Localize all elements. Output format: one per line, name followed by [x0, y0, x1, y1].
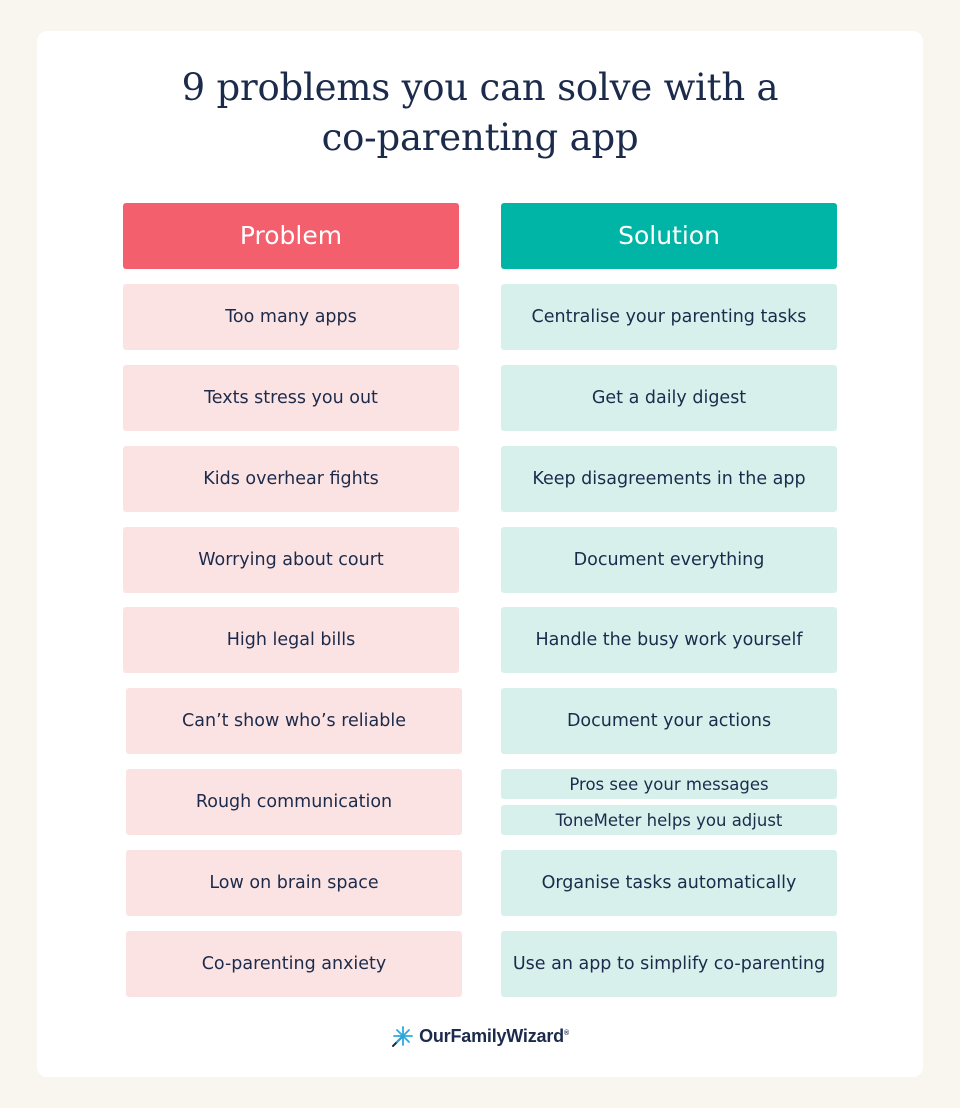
problem-cell: Too many apps — [123, 284, 459, 350]
solution-cell: Centralise your parenting tasks — [501, 284, 837, 350]
problem-cell: Can’t show who’s reliable — [126, 688, 462, 754]
problem-cell: Kids overhear fights — [123, 446, 459, 512]
problem-cell: High legal bills — [123, 607, 459, 673]
starburst-logo-icon — [391, 1024, 415, 1048]
problem-cell: Texts stress you out — [123, 365, 459, 431]
problem-cell: Co-parenting anxiety — [126, 931, 462, 997]
solution-cell: Keep disagreements in the app — [501, 446, 837, 512]
solution-cell: Document your actions — [501, 688, 837, 754]
solution-cell: Use an app to simplify co-parenting — [501, 931, 837, 997]
problem-cell: Worrying about court — [123, 527, 459, 593]
problem-cell: Rough communication — [126, 769, 462, 835]
solution-cell: Document everything — [501, 527, 837, 593]
brand-footer — [0, 1024, 960, 1048]
title-line-2: co-parenting app — [321, 116, 639, 159]
solution-cell: Get a daily digest — [501, 365, 837, 431]
problem-column-header: Problem — [123, 203, 459, 269]
solution-cell: Handle the busy work yourself — [501, 607, 837, 673]
page-title — [0, 63, 960, 163]
solution-cell-split-top: Pros see your messages — [501, 769, 837, 799]
registered-mark: ® — [563, 1029, 569, 1037]
title-line-1: 9 problems you can solve with a — [181, 66, 779, 109]
brand-name — [419, 1026, 569, 1047]
solution-cell-split-bottom: ToneMeter helps you adjust — [501, 805, 837, 835]
solution-cell: Organise tasks automatically — [501, 850, 837, 916]
brand-text: OurFamilyWizard — [419, 1025, 564, 1046]
solution-column-header: Solution — [501, 203, 837, 269]
problem-cell: Low on brain space — [126, 850, 462, 916]
